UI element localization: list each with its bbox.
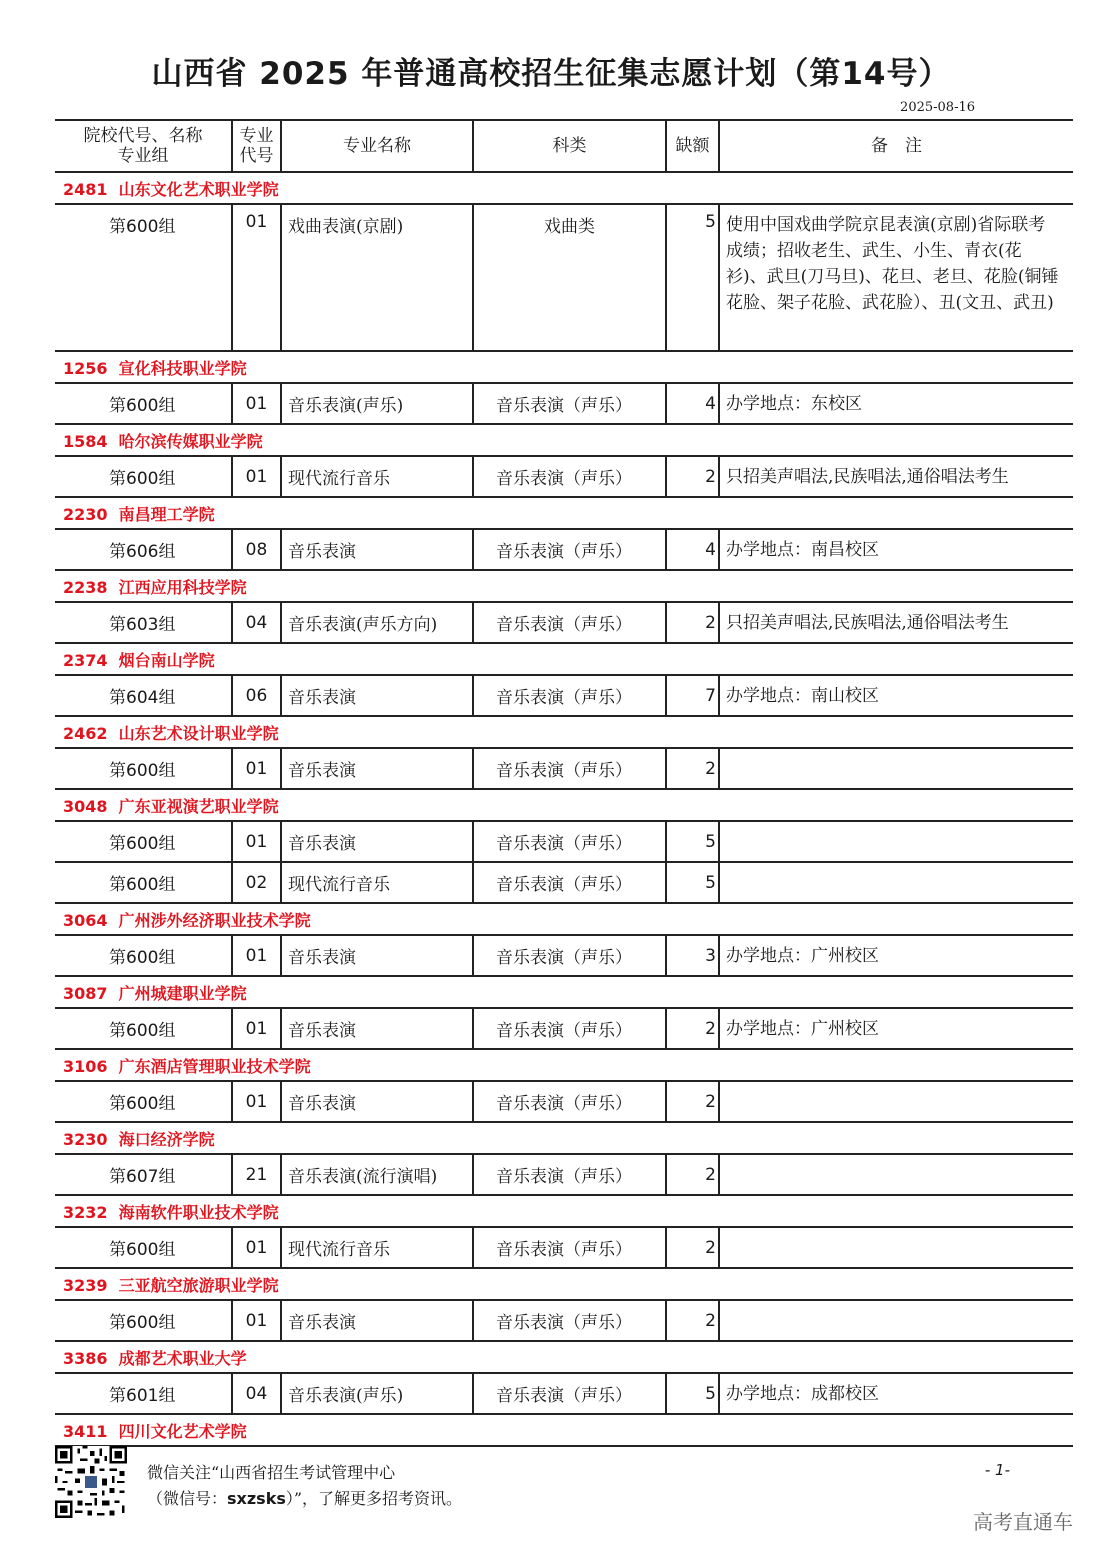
category-cell: 音乐表演（声乐） [473, 529, 666, 570]
footer-line-1: 微信关注“山西省招生考试管理中心 [147, 1463, 396, 1482]
note-cell: 办学地点：广州校区 [719, 935, 1073, 976]
major-row [55, 1154, 1073, 1195]
note-cell: 办学地点：成都校区 [719, 1373, 1073, 1414]
quota-cell: 2 [666, 748, 719, 789]
note-cell: 只招美声唱法,民族唱法,通俗唱法考生 [719, 602, 1073, 643]
major-code-cell: 04 [232, 1373, 281, 1414]
table-body [55, 172, 1073, 1446]
school-row [55, 789, 1073, 821]
school-row [55, 1341, 1073, 1373]
major-group-cell: 第600组 [55, 748, 232, 789]
major-row [55, 1373, 1073, 1414]
footer-line-2 [147, 1486, 462, 1512]
school-title: 2374 烟台南山学院 [55, 643, 1073, 675]
major-name-cell: 音乐表演(声乐方向) [281, 602, 473, 643]
quota-cell: 2 [666, 456, 719, 497]
footer-line2-prefix: （微信号： [147, 1489, 228, 1508]
major-group-cell: 第600组 [55, 456, 232, 497]
major-name-cell: 音乐表演(流行演唱) [281, 1154, 473, 1195]
col-header-major-code [232, 120, 281, 172]
major-name-cell: 音乐表演(声乐) [281, 383, 473, 424]
major-name-cell: 音乐表演 [281, 529, 473, 570]
major-name-cell: 现代流行音乐 [281, 1227, 473, 1268]
major-name-cell: 音乐表演 [281, 675, 473, 716]
school-title: 3230 海口经济学院 [55, 1122, 1073, 1154]
major-row [55, 1227, 1073, 1268]
note-cell: 办学地点：广州校区 [719, 1008, 1073, 1049]
school-row [55, 1414, 1073, 1446]
major-code-cell: 06 [232, 675, 281, 716]
major-code-cell: 01 [232, 1008, 281, 1049]
major-row [55, 456, 1073, 497]
school-row [55, 172, 1073, 204]
major-code-cell: 01 [232, 1081, 281, 1122]
major-group-cell: 第600组 [55, 1300, 232, 1341]
major-name-cell: 音乐表演 [281, 821, 473, 862]
category-cell: 音乐表演（声乐） [473, 1300, 666, 1341]
major-name-cell: 音乐表演 [281, 935, 473, 976]
quota-cell: 3 [666, 935, 719, 976]
category-cell: 音乐表演（声乐） [473, 383, 666, 424]
watermark: 高考直通车 [973, 1510, 1073, 1534]
footer-wechat-note [147, 1460, 462, 1512]
quota-cell: 5 [666, 862, 719, 903]
major-row [55, 675, 1073, 716]
major-name-cell: 戏曲表演(京剧) [281, 204, 473, 351]
major-name-cell: 现代流行音乐 [281, 456, 473, 497]
publish-date: 2025-08-16 [900, 100, 975, 115]
table-header-row [55, 120, 1073, 172]
school-title: 3106 广东酒店管理职业技术学院 [55, 1049, 1073, 1081]
major-row [55, 821, 1073, 862]
major-code-cell: 02 [232, 862, 281, 903]
school-title: 3048 广东亚视演艺职业学院 [55, 789, 1073, 821]
col-header-school-line1: 院校代号、名称 [83, 126, 203, 146]
enrollment-plan-table [55, 119, 1073, 1447]
major-row [55, 602, 1073, 643]
category-cell: 音乐表演（声乐） [473, 1373, 666, 1414]
school-row [55, 1049, 1073, 1081]
school-row [55, 643, 1073, 675]
quota-cell: 7 [666, 675, 719, 716]
col-header-major-name: 专业名称 [281, 120, 473, 172]
category-cell: 音乐表演（声乐） [473, 935, 666, 976]
note-cell [719, 748, 1073, 789]
school-row [55, 570, 1073, 602]
col-header-code-line2: 代号 [239, 146, 274, 166]
major-group-cell: 第606组 [55, 529, 232, 570]
school-title: 2481 山东文化艺术职业学院 [55, 172, 1073, 204]
category-cell: 音乐表演（声乐） [473, 1008, 666, 1049]
col-header-school [55, 120, 232, 172]
category-cell: 音乐表演（声乐） [473, 456, 666, 497]
school-title: 3411 四川文化艺术学院 [55, 1414, 1073, 1446]
quota-cell: 2 [666, 1300, 719, 1341]
school-title: 1256 宣化科技职业学院 [55, 351, 1073, 383]
category-cell: 音乐表演（声乐） [473, 602, 666, 643]
category-cell: 音乐表演（声乐） [473, 748, 666, 789]
note-cell: 办学地点：南山校区 [719, 675, 1073, 716]
note-cell: 办学地点：东校区 [719, 383, 1073, 424]
major-row [55, 1300, 1073, 1341]
school-title: 3064 广州涉外经济职业技术学院 [55, 903, 1073, 935]
quota-cell: 5 [666, 204, 719, 351]
note-cell [719, 1154, 1073, 1195]
quota-cell: 4 [666, 383, 719, 424]
footer-line2-suffix: ）”，了解更多招考资讯。 [285, 1489, 463, 1508]
note-cell [719, 821, 1073, 862]
major-code-cell: 01 [232, 821, 281, 862]
major-row [55, 383, 1073, 424]
col-header-school-line2: 专业组 [117, 146, 169, 166]
page-number: - 1- [984, 1461, 1010, 1479]
school-row [55, 716, 1073, 748]
school-title: 3386 成都艺术职业大学 [55, 1341, 1073, 1373]
note-cell [719, 1300, 1073, 1341]
col-header-category: 科类 [473, 120, 666, 172]
quota-cell: 5 [666, 1373, 719, 1414]
major-code-cell: 01 [232, 1227, 281, 1268]
school-row [55, 976, 1073, 1008]
school-title: 2238 江西应用科技学院 [55, 570, 1073, 602]
major-name-cell: 音乐表演 [281, 1300, 473, 1341]
major-name-cell: 现代流行音乐 [281, 862, 473, 903]
major-code-cell: 21 [232, 1154, 281, 1195]
quota-cell: 4 [666, 529, 719, 570]
major-code-cell: 01 [232, 456, 281, 497]
page-title: 山西省 2025 年普通高校招生征集志愿计划（第14号） [151, 56, 951, 92]
major-code-cell: 01 [232, 383, 281, 424]
major-name-cell: 音乐表演 [281, 748, 473, 789]
major-row [55, 935, 1073, 976]
quota-cell: 2 [666, 1081, 719, 1122]
major-group-cell: 第600组 [55, 1227, 232, 1268]
school-row [55, 497, 1073, 529]
school-title: 2462 山东艺术设计职业学院 [55, 716, 1073, 748]
col-header-quota: 缺额 [666, 120, 719, 172]
quota-cell: 2 [666, 1154, 719, 1195]
major-group-cell: 第604组 [55, 675, 232, 716]
school-title: 3239 三亚航空旅游职业学院 [55, 1268, 1073, 1300]
major-code-cell: 08 [232, 529, 281, 570]
major-group-cell: 第600组 [55, 1008, 232, 1049]
school-title: 1584 哈尔滨传媒职业学院 [55, 424, 1073, 456]
major-row [55, 862, 1073, 903]
wechat-id: sxzsks [227, 1489, 286, 1508]
category-cell: 音乐表演（声乐） [473, 1227, 666, 1268]
note-cell [719, 862, 1073, 903]
major-row [55, 529, 1073, 570]
quota-cell: 2 [666, 602, 719, 643]
school-row [55, 903, 1073, 935]
quota-cell: 2 [666, 1008, 719, 1049]
note-cell [719, 1227, 1073, 1268]
major-code-cell: 01 [232, 748, 281, 789]
school-row [55, 1268, 1073, 1300]
school-title: 3232 海南软件职业技术学院 [55, 1195, 1073, 1227]
major-group-cell: 第603组 [55, 602, 232, 643]
major-group-cell: 第600组 [55, 935, 232, 976]
major-name-cell: 音乐表演(声乐) [281, 1373, 473, 1414]
major-group-cell: 第600组 [55, 862, 232, 903]
category-cell: 音乐表演（声乐） [473, 1081, 666, 1122]
major-group-cell: 第600组 [55, 383, 232, 424]
major-code-cell: 01 [232, 204, 281, 351]
major-row [55, 748, 1073, 789]
major-row [55, 204, 1073, 351]
col-header-note: 备 注 [719, 120, 1073, 172]
school-title: 3087 广州城建职业学院 [55, 976, 1073, 1008]
major-code-cell: 01 [232, 1300, 281, 1341]
major-group-cell: 第600组 [55, 821, 232, 862]
wechat-qr-code [55, 1446, 127, 1518]
quota-cell: 2 [666, 1227, 719, 1268]
major-group-cell: 第607组 [55, 1154, 232, 1195]
major-name-cell: 音乐表演 [281, 1008, 473, 1049]
category-cell: 音乐表演（声乐） [473, 862, 666, 903]
school-row [55, 1122, 1073, 1154]
school-row [55, 424, 1073, 456]
col-header-code-line1: 专业 [239, 126, 274, 146]
category-cell: 音乐表演（声乐） [473, 1154, 666, 1195]
note-cell: 办学地点：南昌校区 [719, 529, 1073, 570]
major-row [55, 1008, 1073, 1049]
note-cell: 只招美声唱法,民族唱法,通俗唱法考生 [719, 456, 1073, 497]
quota-cell: 5 [666, 821, 719, 862]
note-cell: 使用中国戏曲学院京昆表演(京剧)省际联考成绩；招收老生、武生、小生、青衣(花衫)、武旦(刀马旦)、花旦、老旦、花脸(铜锤花脸、架子花脸、武花脸）、丑(文丑、武丑) [719, 204, 1073, 351]
major-code-cell: 04 [232, 602, 281, 643]
school-row [55, 351, 1073, 383]
major-group-cell: 第600组 [55, 204, 232, 351]
category-cell: 戏曲类 [473, 204, 666, 351]
school-title: 2230 南昌理工学院 [55, 497, 1073, 529]
major-code-cell: 01 [232, 935, 281, 976]
major-name-cell: 音乐表演 [281, 1081, 473, 1122]
school-row [55, 1195, 1073, 1227]
major-group-cell: 第601组 [55, 1373, 232, 1414]
major-group-cell: 第600组 [55, 1081, 232, 1122]
major-row [55, 1081, 1073, 1122]
category-cell: 音乐表演（声乐） [473, 675, 666, 716]
note-cell [719, 1081, 1073, 1122]
category-cell: 音乐表演（声乐） [473, 821, 666, 862]
